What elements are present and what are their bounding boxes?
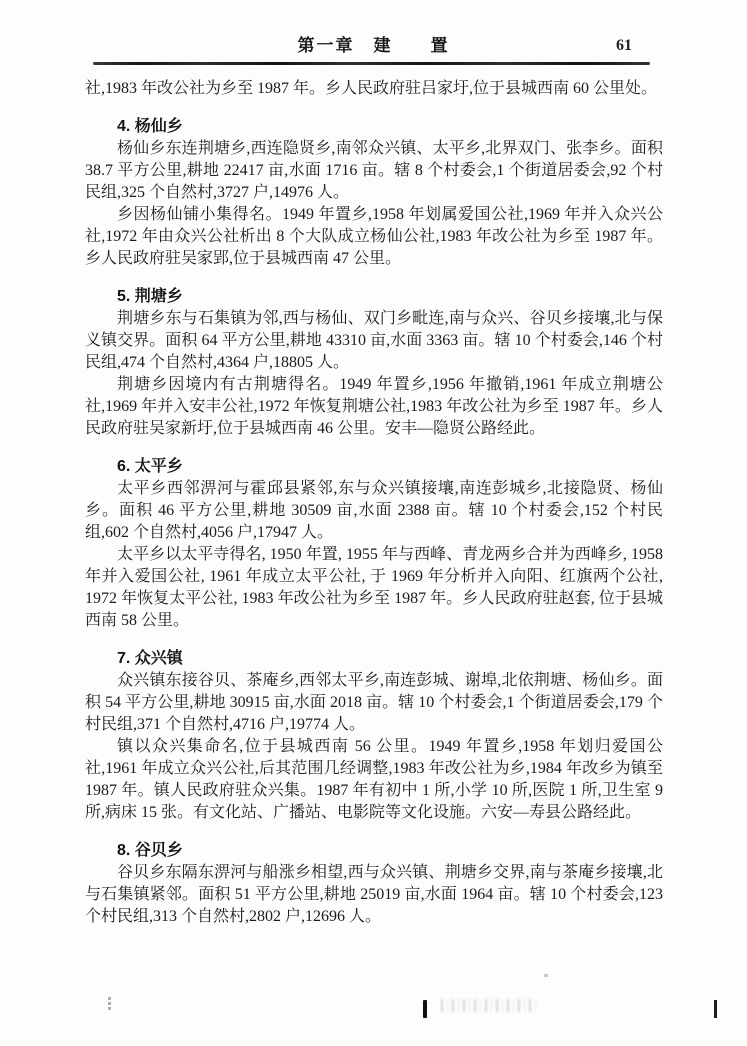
scan-artifact-speck [544,974,548,977]
chapter-title: 第一章 建 置 [297,36,450,55]
page-body [85,78,663,928]
scan-artifact-tick-right [714,1000,717,1018]
paragraph: 杨仙乡东连荆塘乡,西连隐贤乡,南邻众兴镇、太平乡,北界双门、张李乡。面积 38.7 平方公里,耕地 22417 亩,水面 1716 亩。辖 8 个村委会,1 个街道居委会,92 个村民组,325 个自然村,3727 户,14976 人。 [85,140,663,201]
section-heading-gubei: 8. 谷贝乡 [117,842,183,859]
running-head [0,0,747,65]
intro-paragraph: 社,1983 年改公社为乡至 1987 年。乡人民政府驻吕家圩,位于县城西南 60 公里处。 [85,80,658,97]
paragraph: 太平乡西邻淠河与霍邱县紧邻,东与众兴镇接壤,南连彭城乡,北接隐贤、杨仙乡。面积 46 平方公里,耕地 30509 亩,水面 2388 亩。辖 10 个村委会,152 个村民组,602 个自然村,4056 户,17947 人。 [85,480,663,541]
section-heading-zhongxing: 7. 众兴镇 [117,650,183,667]
section-heading-taiping: 6. 太平乡 [117,458,183,475]
paragraph: 荆塘乡因境内有古荆塘得名。1949 年置乡,1956 年撤销,1961 年成立荆塘公社,1969 年并入安丰公社,1972 年恢复荆塘公社,1983 年改公社为乡至 1987 年。乡人民政府驻吴家新圩,位于县城西南 46 公里。安丰—隐贤公路经此。 [85,376,663,437]
section-heading-jingtang: 5. 荆塘乡 [117,288,183,305]
paragraph: 谷贝乡东隔东淠河与船涨乡相望,西与众兴镇、荆塘乡交界,南与茶庵乡接壤,北与石集镇紧邻。面积 51 平方公里,耕地 25019 亩,水面 1964 亩。辖 10 个村委会,123 个村民组,313 个自然村,2802 户,12696 人。 [85,864,663,925]
scan-artifact-smudge [441,999,539,1012]
paragraph: 镇以众兴集命名,位于县城西南 56 公里。1949 年置乡,1958 年划归爱国公社,1961 年成立众兴公社,后其范围几经调整,1983 年改公社为乡,1984 年改乡为镇至 1987 年。镇人民政府驻众兴集。1987 年有初中 1 所,小学 10 所,医院 1 所,卫生室 9 所,病床 15 张。有文化站、广播站、电影院等文化设施。六安—寿县公路经此。 [85,738,663,821]
scan-artifact-dots [108,997,111,1010]
scan-artifact-tick-center [423,1000,427,1018]
paragraph: 太平乡以太平寺得名, 1950 年置, 1955 年与西峰、青龙两乡合并为西峰乡, 1958 年并入爱国公社, 1961 年成立太平公社, 于 1969 年分析并入向阳、红旗两个公社, 1972 年恢复太平公社, 1983 年改公社为乡至 1987 年。乡人民政府驻赵套, 位于县城西南 58 公里。 [85,546,663,629]
header-rule [93,62,650,65]
paragraph: 荆塘乡东与石集镇为邻,西与杨仙、双门乡毗连,南与众兴、谷贝乡接壤,北与保义镇交界。面积 64 平方公里,耕地 43310 亩,水面 3363 亩。辖 10 个村委会,146 个村民组,474 个自然村,4364 户,18805 人。 [85,310,663,371]
paragraph: 众兴镇东接谷贝、茶庵乡,西邻太平乡,南连彭城、谢埠,北依荆塘、杨仙乡。面积 54 平方公里,耕地 30915 亩,水面 2018 亩。辖 10 个村委会,1 个街道居委会,179 个村民组,371 个自然村,4716 户,19774 人。 [85,672,663,733]
section-heading-yangxian: 4. 杨仙乡 [117,118,183,135]
paragraph: 乡因杨仙铺小集得名。1949 年置乡,1958 年划属爱国公社,1969 年并入众兴公社,1972 年由众兴公社析出 8 个大队成立杨仙公社,1983 年改公社为乡至 1987 年。乡人民政府驻吴家郢,位于县城西南 47 公里。 [85,206,663,267]
page-number: 61 [616,37,632,54]
